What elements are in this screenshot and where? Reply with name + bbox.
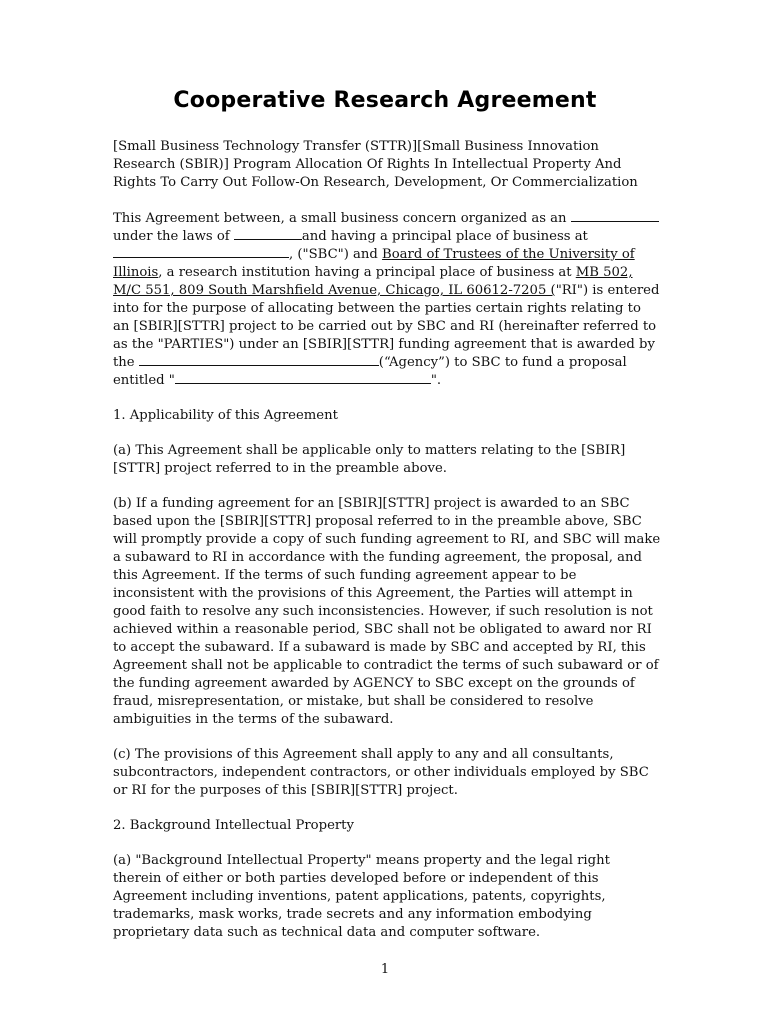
sbc-address-blank [113, 246, 289, 258]
ri-name: Board of Trustees of the University of Illinois [113, 247, 635, 280]
intro-text-4: , ("SBC") and [289, 247, 383, 262]
section-1-b: (b) If a funding agreement for an [SBIR][STTR] project is awarded to an SBC based upon the [SBIR][STTR] proposal referred to in the preamble above, SBC will promptly provide a copy of such funding agreement to RI, and SBC will make a subaward to RI in accordance with the funding agreement, the proposal, and this Agreement. If the terms of such funding agreement appear to be inconsistent with the provisions of this Agreement, the Parties will attempt in good faith to resolve any such inconsistencies. However, if such resolution is not achieved within a reasonable period, SBC shall not be obligated to award nor RI to accept the subaward. If a subaward is made by SBC and accepted by RI, this Agreement shall not be applicable to contradict the terms of such subaward or of the funding agreement awarded by AGENCY to SBC except on the grounds of fraud, misrepresentation, or mistake, but shall be considered to resolve ambiguities in the terms of the subaward. [113, 496, 661, 727]
page-number: 1 [380, 962, 390, 977]
section-1-heading: 1. Applicability of this Agreement [113, 408, 338, 423]
intro-text-5: , a research institution having a principal place of business at [158, 265, 576, 280]
intro-text-7: (“Agency”) to SBC to fund a proposal entitled " [113, 355, 627, 388]
sbc-laws-blank [234, 228, 302, 240]
document-title: Cooperative Research Agreement [173, 88, 597, 113]
proposal-title-blank [175, 372, 431, 384]
section-1-c: (c) The provisions of this Agreement shall apply to any and all consultants, subcontractors, independent contractors, or other individuals employed by SBC or RI for the purposes of this [SBIR][STTR] project. [113, 747, 649, 798]
intro-text-2: under the laws of [113, 229, 234, 244]
intro-paragraph [113, 210, 661, 390]
section-2-heading: 2. Background Intellectual Property [113, 818, 354, 833]
section-1-a: (a) This Agreement shall be applicable only to matters relating to the [SBIR][STTR] project referred to in the preamble above. [113, 443, 626, 476]
section-2-a: (a) "Background Intellectual Property" means property and the legal right therein of either or both parties developed before or independent of this Agreement including inventions, patent applications, patents, copyrights, trademarks, mask works, trade secrets and any information embodying proprietary data such as technical data and computer software. [113, 853, 610, 940]
intro-text-1: This Agreement between, a small business concern organized as an [113, 211, 571, 226]
intro-text-8: ". [430, 373, 442, 388]
document-subtitle: [Small Business Technology Transfer (STTR)][Small Business Innovation Research (SBIR)] Program Allocation Of Rights In Intellectual Property And Rights To Carry Out Follow-On Research, Development, Or Commercialization [113, 139, 638, 190]
sbc-state-blank [571, 210, 659, 222]
intro-text-3: and having a principal place of business at [301, 229, 588, 244]
document-body [113, 138, 661, 959]
agency-blank [139, 354, 379, 366]
ri-address: MB 502, M/C 551, 809 South Marshfield Avenue, Chicago, IL 60612-7205 ( [113, 265, 633, 298]
intro-text-6: "RI") is entered into for the purpose of allocating between the parties certain rights relating to an [SBIR][STTR] project to be carried out by SBC and RI (hereinafter referred to as the "PARTIES") under an [SBIR][STTR] funding agreement that is awarded by the [113, 283, 660, 370]
